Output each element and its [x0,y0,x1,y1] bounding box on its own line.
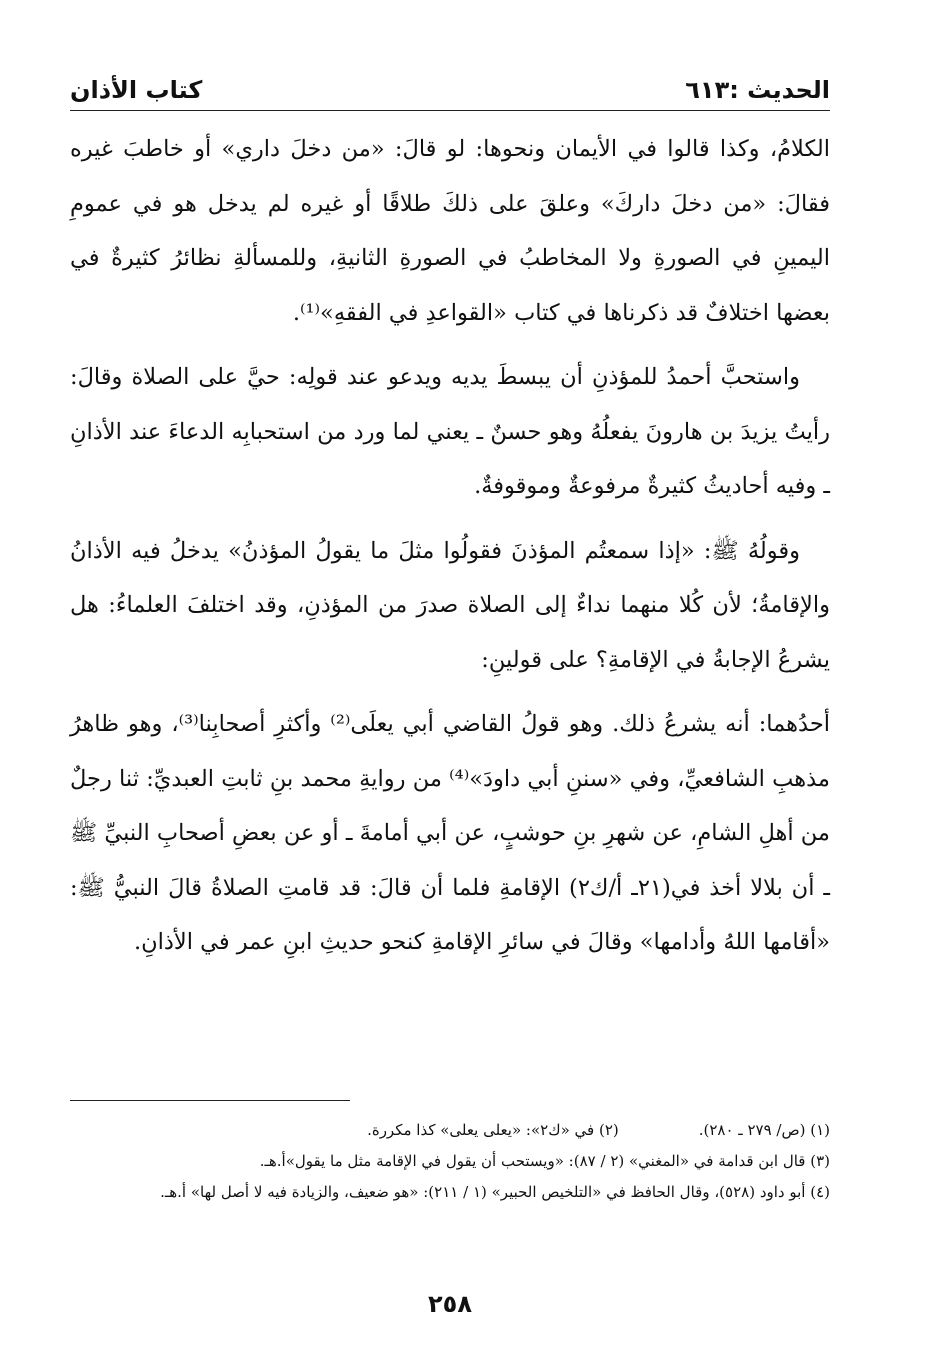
page-number: ٢٥٨ [428,1290,472,1318]
running-header [70,70,830,110]
paragraph-3: وقولُهُ ﷺ: «إذا سمعتُم المؤذنَ فقولُوا مثلَ ما يقولُ المؤذنُ» يدخلُ فيه الأذانُ والإقامةُ؛ لأن كُلا منهما نداءٌ إلى الصلاة صدرَ من المؤذنِ، وقد اختلفَ العلماءُ: هل يشرعُ الإجابةُ في الإقامةِ؟ على قولينِ: [70,537,830,673]
paragraph-1: الكلامُ، وكذا قالوا في الأيمان ونحوها: لو قالَ: «من دخلَ داري» أو خاطبَ غيره فقالَ: «من دخلَ داركَ» وعلقَ على ذلكَ طلاقًا أو غيره لم يدخل هو في عمومِ اليمينِ في الصورةِ ولا المخاطبُ في الصورةِ الثانيةِ، وللمسألةِ نظائرُ كثيرةٌ في بعضها اختلافٌ قد ذكرناها في كتاب «القواعدِ في الفقهِ»⁽¹⁾. [70,136,830,326]
book-title: كتاب الأذان [70,76,203,104]
main-text [70,122,830,980]
footnote-row-1 [70,1115,830,1146]
book-page [70,60,830,1350]
paragraph-2: واستحبَّ أحمدُ للمؤذنِ أن يبسطَ يديه ويدعو عند قولِه: حيَّ على الصلاة وقالَ: رأيتُ يزيدَ بن هارونَ يفعلُهُ وهو حسنٌ ـ يعني لما ورد من استحبابِه الدعاءَ عند الأذانِ ـ وفيه أحاديثُ كثيرةٌ مرفوعةٌ وموقوفةٌ. [70,364,830,499]
footnote-2: (٢) في «ك٢»: «يعلى يعلى» كذا مكررة. [367,1121,619,1139]
footnote-4: (٤) أبو داود (٥٢٨)، وقال الحافظ في «التلخيص الحبير» (١ / ٢١١): «هو ضعيف، والزيادة فيه لا أصل لها» أ.هـ. [160,1183,830,1201]
footnotes [70,1115,830,1208]
hadith-label: الحديث :٦١٣ [685,76,830,104]
paragraph-4: أحدُهما: أنه يشرعُ ذلك. وهو قولُ القاضي أبي يعلَى⁽²⁾ وأكثرِ أصحابِنا⁽³⁾، وهو ظاهرُ مذهبِ الشافعيِّ، وفي «سننِ أبي داودَ»⁽⁴⁾ من روايةِ محمد بنِ ثابتِ العبديِّ: ثنا رجلٌ من أهلِ الشامِ، عن شهرِ بنِ حوشبٍ، عن أبي أمامةَ ـ أو عن بعضِ أصحابِ النبيِّ ﷺ ـ أن بلالا أخذ في(٢١ـ أ/ك٢) الإقامةِ فلما أن قالَ: قد قامتِ الصلاةُ قالَ النبيُّ ﷺ: «أقامها اللهُ وأدامها» وقالَ في سائرِ الإقامةِ كنحو حديثِ ابنِ عمر في الأذانِ. [70,711,830,955]
header-rule [70,110,830,111]
footnote-3: (٣) قال ابن قدامة في «المغني» (٢ / ٨٧): «ويستحب أن يقول في الإقامة مثل ما يقول»أ.هـ. [259,1152,830,1170]
footnote-1: (١) (ص/ ٢٧٩ ـ ٢٨٠). [698,1121,830,1139]
footnote-separator [70,1100,350,1101]
